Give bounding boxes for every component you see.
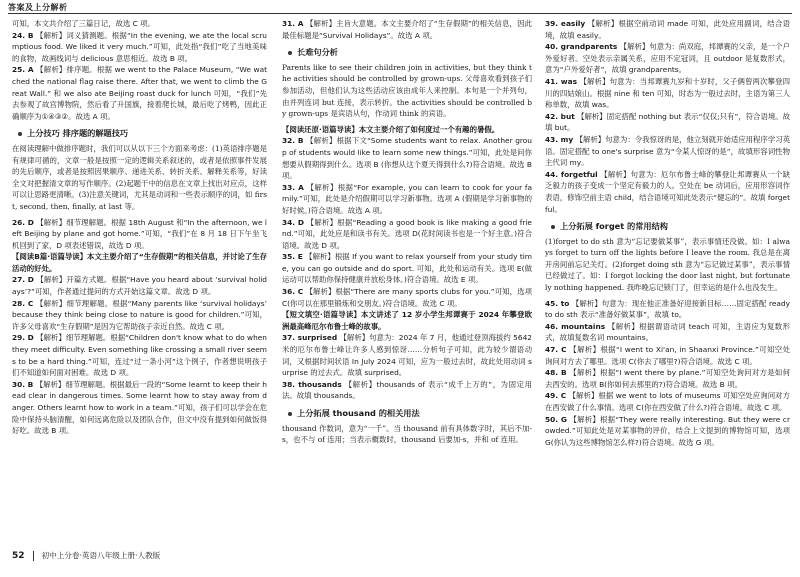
- answer-34: [282, 217, 532, 252]
- answer-33: [282, 182, 532, 217]
- answer-30: [12, 379, 267, 437]
- question-number: 32. B: [282, 136, 304, 146]
- answer-44: [545, 169, 790, 215]
- header-divider: [8, 13, 792, 14]
- answer-text: 【解析】根据“They were really interesting. But they were crowded.”可知此处是对某事物的评价，结合上文提到的博物馆可知，选项 G(你认为这些博物馆怎么样?)符合语境。故选 G 项。: [545, 414, 790, 447]
- answer-text: 【解析】根据 we went to lots of museums 可知空处应询问对方在西安做了什么事情。选项 C(你在西安做了什么?)符合语境。故选 C 项。: [545, 391, 790, 412]
- answer-45: [545, 298, 790, 321]
- question-number: 42. but: [545, 111, 575, 121]
- extension-heading: [288, 408, 532, 420]
- sentence-analysis-body: Parents like to see their children join in activities, but they think the activities should be controlled by grown-ups. 父母喜欢看到孩子们参加活动，但他们认为这些活动应该由成年人来控制。本句是一个并列句，由并列连词 but 连接，表示转折。the activities should be controlled by grown-ups 是宾语从句，作动词 think 的宾语。: [282, 62, 532, 119]
- answer-42: [545, 111, 790, 134]
- extension-title: 上分拓展 forget 的常用结构: [560, 221, 668, 232]
- question-number: 33. A: [282, 182, 304, 192]
- passage-guide: 【阅读B篇·语篇导读】本文主要介绍了“生存假期”的相关信息，并讨论了生存活动的好处。: [12, 252, 267, 273]
- answer-47: [545, 344, 790, 367]
- answer-text: 【解析】根据下文“Some students want to relax. Another group of students would like to learn some new things.”可知，此处是问你想要从假期得到什么。选项 B (你想从这个夏天得到什么?)符合语境。故选 B 项。: [282, 136, 532, 181]
- answer-text: 【解析】thousands of 表示“成千上万的”，为固定用法。故填 thousands。: [282, 379, 532, 401]
- question-number: 48. B: [545, 368, 567, 378]
- question-number: 36. C: [282, 287, 304, 297]
- answer-35: [282, 251, 532, 286]
- answer-text: 【解析】句意为：现在他正准备好迎接新目标……固定搭配 ready to do sth 表示“准备好做某事”，故填 to。: [545, 298, 790, 320]
- question-number: 47. C: [545, 345, 567, 355]
- question-number: 26. D: [12, 217, 34, 227]
- answer-text: 【解析】根据“I went to Xi'an, in Shaanxi Province.”可知空处询问对方去了哪里。选项 C(你去了哪里?)符合语境。故选 C 项。: [545, 345, 790, 366]
- answer-text: 【解析】根据“For example, you can learn to cook for your family.”可知，此处是介绍假期可以学习新事物。选项 A (假期是学习新事物的好时候。)符合语境。故选 A 项。: [282, 182, 532, 215]
- question-number: 37. surprised: [282, 333, 338, 343]
- extension-body: (1)forget to do sth 意为“忘记要做某事”，表示事情还没做。如：I always forget to turn off the lights before I leave the room. 我总是在离开房间前忘记关灯。(2)forget doing sth 意为“忘记做过某事”，表示事情已经做过了。如：I forgot locking the door last night, but fortunately nothing happened. 我昨晚忘记锁门了，但幸运的是什么也没发生。: [545, 236, 790, 293]
- question-number: 39. easily: [545, 19, 586, 28]
- answer-25: [12, 64, 267, 122]
- header-title: 答案及上分解析: [8, 3, 68, 12]
- answer-text: 【解析】排序题。根据 we went to the Palace Museum, “We watched the national flag raise there. After that, we went to climb the Great Wall.” 和 we also ate Beijing roast duck for lunch 可知，“我们”先去参观了故宫博物院，然后看了升国旗，接着爬长城，最后吃了烤鸭，因此正确顺序为①④③②。故选 A 项。: [12, 65, 267, 121]
- answer-31: [282, 18, 532, 41]
- answer-text: 【解析】开篇方式题。根据“Have you heard about ‘survival holidays’?”可知，作者通过提问的方式开始这篇文章。故选 D 项。: [12, 275, 267, 297]
- answer-continuation: 可知，本文共介绍了三篇日记，故选 C 项。: [12, 19, 155, 28]
- answer-text: 【解析】根据谓语动词 teach 可知，主语应为复数形式，故填复数名词 mountains。: [545, 321, 790, 343]
- book-title: 初中上分卷·英语八年级上册·人教版: [41, 551, 161, 560]
- answer-text: 【解析】根据“I went there by plane.”可知空处询问对方是如何去西安的。选项 B(你如何去那里的?)符合语境。故选 B 项。: [545, 368, 790, 389]
- bullet-icon: [288, 412, 292, 416]
- answer-41: [545, 76, 790, 111]
- answer-text: 【解析】细节理解题。根据“Children don't know what to do when they meet difficulty. Even something like crossing a small river seems to be a hard thing.”可知，连过“过一条小河”这个例子，作者想说明孩子们不知道如何面对困难。故选 D 项。: [12, 333, 267, 378]
- answer-48: [545, 367, 790, 390]
- answer-text: 【解析】细节理解题。根据“Many parents like ‘survival holidays’ because they think being close to nature is good for children.”可知，许多父母喜欢“生存假期”是因为它帮助孩子亲近自然。故选 C 项。: [12, 298, 267, 331]
- question-number: 41. was: [545, 76, 578, 86]
- bullet-icon: [288, 51, 292, 55]
- answer-38: [282, 379, 532, 402]
- question-number: 25. A: [12, 65, 34, 75]
- answer-39: [545, 18, 790, 41]
- answer-text: 【解析】句意为：令我惊讶的是，他立刻就开始适应用程序学习英语。固定搭配 to one's surprise 意为“令某人惊讶的是”，故填形容词性物主代词 my。: [545, 134, 790, 168]
- extension-heading: [551, 221, 790, 233]
- question-number: 43. my: [545, 134, 574, 144]
- answer-32: [282, 135, 532, 181]
- question-number: 24. B: [12, 30, 34, 40]
- answer-text: 【解析】细节理解题。根据 18th August 和“In the afternoon, we left Beijing by plane and got home.”可知，“我们”在 8 月 18 日下午坐飞机回到了家，D 项表述错误，故选 D 项。: [12, 217, 267, 250]
- answer-46: [545, 321, 790, 344]
- page-number: 52: [12, 550, 25, 561]
- answer-36: [282, 286, 532, 309]
- page-footer: [12, 550, 160, 561]
- answer-40: [545, 41, 790, 76]
- column-left: [12, 18, 267, 546]
- answer-text: 【解析】句意为：当邦谭赛九岁和十岁时，父子俩曾两次攀登四川的四姑娘山。根据 nine 和 ten 可知，时态为一般过去时，主语为第三人称单数，故填 was。: [545, 76, 790, 110]
- answer-43: [545, 134, 790, 169]
- passage-guide-2: 【短文填空·语篇导读】本文讲述了 12 岁小学生邦谭赛于 2024 年攀登欧洲最高峰厄尔布鲁士峰的故事。: [282, 310, 532, 331]
- bullet-icon: [18, 132, 22, 136]
- answer-text: 【解析】根据“There are many sports clubs for you.”可知，选项 C(你可以在那里锻炼和交朋友。)符合语境。故选 C 项。: [282, 287, 532, 308]
- tip-heading: [18, 128, 267, 140]
- question-number: 44. forgetful: [545, 169, 598, 179]
- answer-26: [12, 217, 267, 252]
- question-number: 35. E: [282, 252, 303, 262]
- tip-title: 上分技巧 排序题的解题技巧: [27, 128, 129, 139]
- bullet-icon: [551, 225, 555, 229]
- tip-body: 在阅读理解中做排序题时，我们可以从以下三个方面来考虑：(1)英语排序题是有规律可循的，文章一般是按照一定的逻辑关系叙述的，或者是依照事件发展的先后顺序，或者是按照因果顺序、递进关系、转折关系、解释关系等，好读全文对把握清文章的写作顺序。(2)起题干中的信息在文章上找出对应点，这样可以让思路更清晰。(3)注意关键词，尤其是动词和一些表示顺序的词，如 first, second, then, finally, at last 等。: [12, 143, 267, 211]
- question-number: 31. A: [282, 19, 304, 28]
- answer-24: [12, 30, 267, 65]
- answer-text: 【解析】主旨大意题。本文主要介绍了“生存假期”的相关信息，因此最佳标题是“Survival Holidays”。故选 A 项。: [282, 19, 532, 40]
- answer-27: [12, 274, 267, 297]
- question-number: 40. grandparents: [545, 42, 618, 52]
- question-number: 34. D: [282, 217, 305, 227]
- question-number: 30. B: [12, 379, 34, 389]
- column-middle: [282, 18, 532, 546]
- question-number: 45. to: [545, 298, 570, 308]
- answer-50: [545, 414, 790, 449]
- question-number: 50. G: [545, 414, 567, 424]
- answer-text: 【解析】根据“Reading a good book is like making a good friend.”可知，此处应是和读书有关。选项 D(花时间读书也是一个好主意。)符合语境。故选 D 项。: [282, 217, 532, 250]
- sentence-analysis-heading: [288, 47, 532, 59]
- question-number: 29. D: [12, 333, 34, 343]
- answer-text: 【解析】句意为：尚双庭，邦谭赛的父亲，是一个户外爱好者。空处表示亲属关系，应用不定冠词，且 outdoor 是复数形式，意为“户外爱好者”，故填 grandparents。: [545, 42, 790, 75]
- question-number: 46. mountains: [545, 321, 606, 331]
- answer-text: 【解析】细节理解题。根据最后一段的“Some learnt to keep their head clear in dangerous times. Some learnt how to stay away from danger. Others learnt how to work in a team.”可知，孩子们可以学会在危险中保持头脑清醒，如何远离危险以及团队合作，但文中没有提到如何做饭得好吃。故选 B 项。: [12, 379, 267, 436]
- column-right: [545, 18, 790, 546]
- question-number: 49. C: [545, 391, 567, 401]
- answer-29: [12, 332, 267, 378]
- question-number: 27. D: [12, 275, 34, 285]
- answer-text: 【解析】根据 If you want to relax yourself from your study time, you can go outside and do sport. 可知，此处和运动有关。选项 E(做运动可以帮助你保持健康并放松身体。)符合语境。故选 E 项。: [282, 252, 532, 285]
- answer-text: 【解析】固定搭配 nothing but 表示“仅仅;只有”，符合语境。故填 but。: [545, 111, 790, 133]
- answer-37: [282, 332, 532, 378]
- question-number: 38. thousands: [282, 379, 342, 389]
- answer-text: 【解析】根据空前动词 made 可知，此处应用副词，结合语境，故填 easily。: [545, 19, 790, 40]
- sentence-analysis-title: 长难句分析: [297, 47, 338, 58]
- answer-49: [545, 390, 790, 413]
- extension-title: 上分拓展 thousand 的相关用法: [297, 408, 420, 418]
- footer-divider: [33, 551, 34, 561]
- answer-28: [12, 298, 267, 333]
- answer-text: 【解析】句意为：厄尔布鲁士峰的攀登让邦谭赛从一个缺乏毅力的孩子变成一个坚定有毅力的人。空处在 be 动词后，应用形容词作表语，修饰空前主语 child，结合语境可知此处表示“健忘的”。故填 forgetful。: [545, 169, 790, 214]
- answer-text: 【解析】词义猜测题。根据“In the evening, we ate the local scrumptious food. We liked it very much.”可知，此处指“我们”吃了当地美味的食物，故画线词与 delicious 意思相近。故选 B 项。: [12, 30, 267, 63]
- extension-body: thousand 作数词，意为“一千”。当 thousand 前有具体数字时，其后不加-s，也不与 of 连用；当表示概数时，thousand 后要加-s，并和 of 连用。: [282, 423, 532, 445]
- answer-text: 【解析】句意为：2024 年 7 月，他通过登顶海拔约 5642 米的厄尔布鲁士峰让许多人感到惊讶……分析句子可知，此为较少谓语动词，又根据时间状语 In July 2024 可知，应为一般过去时，故此处用动词 surprise 的过去式。故填 surprised。: [282, 333, 532, 378]
- passage-guide: 【阅读还原·语篇导读】本文主要介绍了如何度过一个有趣的暑假。: [282, 124, 500, 134]
- question-number: 28. C: [12, 298, 34, 308]
